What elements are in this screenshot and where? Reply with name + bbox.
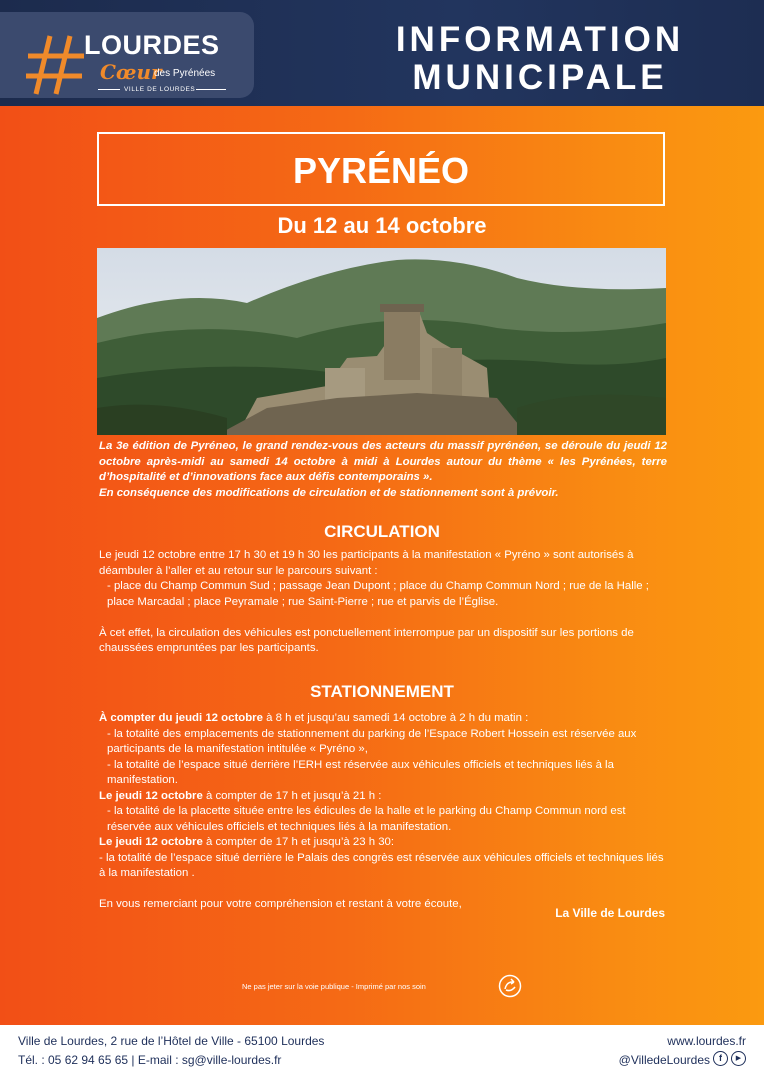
stationnement-heading: STATIONNEMENT: [310, 682, 454, 701]
stationnement-block-2: [99, 789, 669, 805]
intro-paragraph: [99, 439, 667, 501]
notice-body: [0, 106, 764, 1025]
stationnement-3-date: Le jeudi 12 octobre: [99, 836, 203, 848]
logo-divider-right: [196, 89, 226, 90]
footer-contact[interactable]: Tél. : 05 62 94 65 65 | E-mail : sg@ville-lourdes.fr: [18, 1053, 282, 1067]
city-logo[interactable]: [0, 12, 254, 98]
stationnement-3-period: à compter de 17 h et jusqu’à 23 h 30:: [202, 836, 395, 848]
stationnement-block-1: [99, 711, 669, 727]
facebook-icon[interactable]: f: [713, 1051, 728, 1066]
circulation-intro: Le jeudi 12 octobre entre 17 h 30 et 19 h 30 les participants à la manifestation « Pyréno » sont autorisés à déambuler à l’aller et au retour sur le parcours suivant :: [99, 549, 634, 577]
logo-text-lourdes: LOURDES: [84, 30, 220, 60]
circulation-route-list: - place du Champ Commun Sud ; passage Jean Dupont ; place du Champ Commun Nord ; rue de la Halle ; place Marcadal ; place Peyramale ; rue Saint-Pierre ; rue et parvis de l’Église.: [107, 580, 649, 608]
logo-text-coeur: Cœur: [100, 60, 162, 84]
header-title-line1: INFORMATION: [395, 20, 685, 59]
castle-photo: [97, 248, 666, 435]
stationnement-1-date: À compter du jeudi 12 octobre: [99, 712, 263, 724]
stationnement-block-3: [99, 835, 669, 851]
footer-social-handle[interactable]: @VilledeLourdes: [618, 1053, 710, 1067]
stationnement-1-period: à 8 h et jusqu’au samedi 14 octobre à 2 h du matin :: [262, 712, 529, 724]
circulation-section: [99, 548, 669, 657]
circulation-closure-note: À cet effet, la circulation des véhicules est ponctuellement interrompue par un dispositif sur les portions de chaussées empruntées par les participants.: [99, 626, 634, 654]
event-title: PYRÉNÉO: [292, 150, 470, 191]
stationnement-2-period: à compter de 17 h et jusqu’à 21 h :: [202, 789, 382, 802]
logo-text-ville: VILLE DE LOURDES: [124, 86, 196, 93]
circulation-heading: CIRCULATION: [324, 522, 440, 541]
logo-divider-left: [98, 89, 120, 90]
youtube-icon[interactable]: ▶: [731, 1051, 746, 1066]
title-frame: [97, 132, 665, 206]
intro-text: La 3e édition de Pyréneo, le grand rendez-vous des acteurs du massif pyrénéen, se déroule du jeudi 12 octobre après-midi au samedi 14 octobre à midi à Lourdes autour du thème « les Pyrénées, terre d’hospitalité et d’innovations face aux défis contemporains ».: [99, 440, 667, 483]
footer: [0, 1025, 764, 1080]
closing-text: En vous remerciant pour votre compréhension et restant à votre écoute,: [99, 898, 462, 910]
footer-address: Ville de Lourdes, 2 rue de l’Hôtel de Ville - 65100 Lourdes: [18, 1034, 325, 1048]
stationnement-1-item-2: - la totalité de l’espace situé derrière l’ERH est réservée aux véhicules officiels et techniques liés à la manifestation.: [107, 758, 614, 786]
header-banner: [0, 0, 764, 106]
stationnement-3-item-1: - la totalité de l’espace situé derrière le Palais des congrès est réservée aux véhicules officiels et techniques liés à la manifestation .: [99, 851, 664, 879]
signature: La Ville de Lourdes: [555, 906, 665, 920]
event-dates: Du 12 au 14 octobre: [277, 213, 487, 238]
print-note: Ne pas jeter sur la voie publique - Imprimé par nos soin: [242, 982, 426, 991]
imprim-vert-icon: [498, 974, 522, 998]
stationnement-2-date: Le jeudi 12 octobre: [99, 789, 203, 802]
stationnement-1-item-1: - la totalité des emplacements de stationnement du parking de l’Espace Robert Hossein est réservée aux participants de la manifestation intitulée « Pyréno »,: [107, 727, 637, 755]
footer-website-link[interactable]: www.lourdes.fr: [667, 1034, 746, 1048]
logo-text-pyrenees: des Pyrénées: [154, 68, 216, 79]
stationnement-section: [99, 711, 669, 913]
intro-consequence: En conséquence des modifications de circulation et de stationnement sont à prévoir.: [99, 486, 559, 499]
hashtag-logo-icon: [26, 34, 86, 96]
header-title-line2: MUNICIPALE: [412, 58, 668, 97]
stationnement-2-item-1: - la totalité de la placette située entre les édicules de la halle et le parking du Champ Commun nord est réservée aux véhicules officiels et techniques liés à la manifestation.: [107, 805, 626, 833]
